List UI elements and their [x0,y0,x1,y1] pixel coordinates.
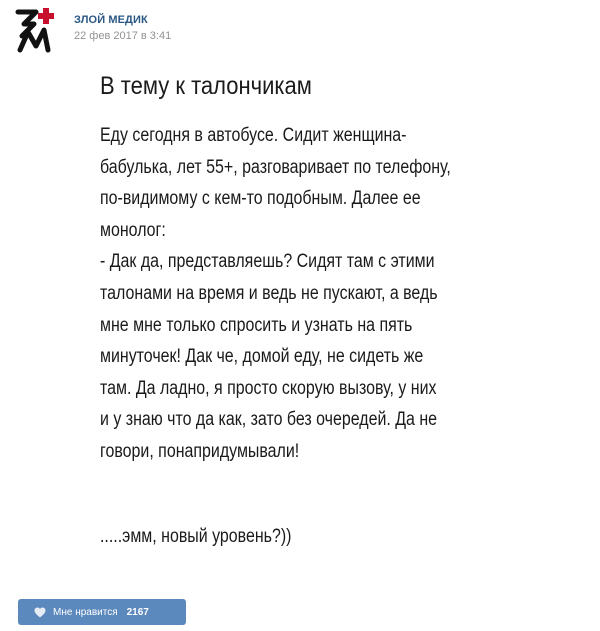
post-body-line: мне мне только спросить и узнать на пять [100,314,413,336]
author-name-link[interactable]: ЗЛОЙ МЕДИК [74,14,148,26]
post-date[interactable]: 22 фев 2017 в 3:41 [74,30,172,42]
community-logo-icon[interactable] [12,6,62,54]
heart-icon [34,607,46,618]
post-body-line: минуточек! Дак че, домой еду, не сидеть же [100,346,424,368]
post-body-line: талонами на время и ведь не пускают, а ведь [100,282,438,304]
post-body-line: бабулька, лет 55+, разговаривает по телефону, [100,156,451,178]
post-body [100,120,486,468]
post-body-line: говори, понапридумывали! [100,440,300,462]
post-body-line: - Дак да, представляешь? Сидят там с этими [100,251,435,273]
like-label: Мне нравится [53,606,118,618]
like-button[interactable] [18,599,186,625]
post-body-line: и у знаю что да как, зато без очередей. Да не [100,409,438,431]
post-closing-line: .....эмм, новый уровень?)) [100,526,292,547]
post-body-line: там. Да ладно, я просто скорую вызову, у них [100,377,437,399]
post-body-line: Еду сегодня в автобусе. Сидит женщина- [100,125,407,146]
post-body-line: по-видимому с кем-то подобным. Далее ее [100,188,421,210]
post-body-line: монолог: [100,219,166,241]
like-count: 2167 [126,606,149,618]
post-title: В тему к талончикам [100,72,312,100]
post-image-card [62,48,538,583]
